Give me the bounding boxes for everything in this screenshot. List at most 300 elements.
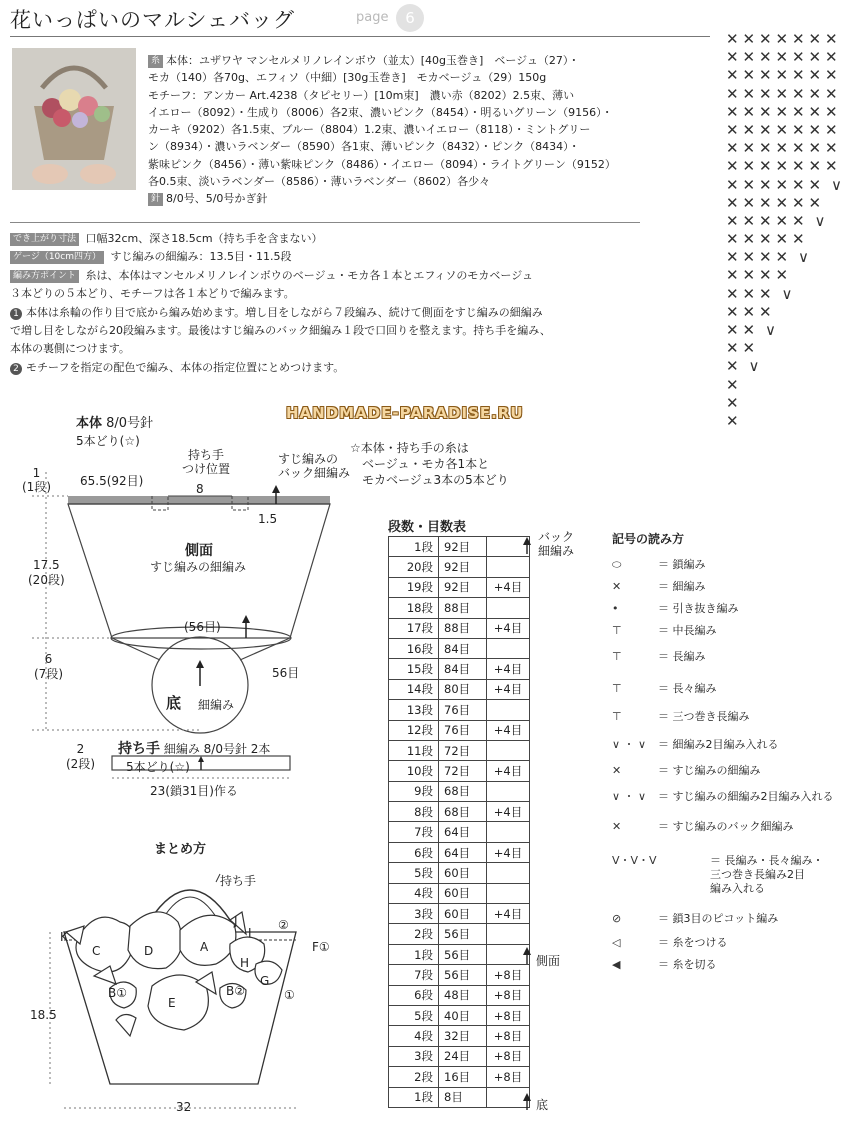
bottom-label: 底	[166, 694, 182, 712]
single-crochet-mark: ✕	[825, 120, 838, 139]
stitch-cell: 64目	[439, 822, 487, 842]
single-crochet-mark: ✕	[808, 84, 822, 103]
count-row	[389, 557, 530, 577]
range-arrows	[520, 536, 534, 1116]
handle-pos-line: つけ位置	[182, 462, 231, 476]
back-stitch-line: バック細編み	[278, 466, 351, 480]
single-crochet-mark: ✕	[775, 30, 789, 48]
dim-value: 17.5	[32, 558, 60, 572]
single-crochet-mark: ✕	[726, 248, 739, 267]
symbol-row	[612, 910, 778, 926]
single-crochet-mark: ✕	[759, 48, 772, 67]
row-cell: 3段	[389, 1046, 439, 1066]
stitch-cell: 32目	[439, 1026, 487, 1046]
handle-spec: 細編み 8/0号針 2本	[163, 742, 271, 756]
motif-b2: B②	[226, 984, 245, 998]
symbol-row	[612, 680, 717, 696]
row-cell: 2段	[389, 924, 439, 944]
stitch-symbol-icon: ∨ ・ ∨	[612, 738, 647, 751]
dim-rows: (7段)	[34, 667, 63, 681]
single-crochet-mark: ✕	[759, 30, 772, 48]
dim-17-5	[28, 558, 65, 588]
single-crochet-mark: ✕	[726, 357, 739, 376]
single-crochet-mark: ✕	[775, 48, 789, 67]
count-row	[389, 1026, 530, 1046]
single-crochet-mark: ✕	[775, 102, 789, 121]
chart-row	[726, 357, 850, 375]
marker-1: ①	[284, 988, 295, 1002]
motif-c: C	[92, 944, 101, 958]
stitch-cell: 60目	[439, 863, 487, 883]
row-cell: 12段	[389, 720, 439, 740]
single-crochet-mark: ✕	[792, 66, 805, 85]
dim-1-5: 1.5	[258, 512, 278, 526]
row-cell: 3段	[389, 904, 439, 924]
single-crochet-mark: ✕	[759, 84, 772, 103]
symbol-meaning: ＝ すじ編みの細編み2目編み入れる	[658, 790, 834, 803]
stitch-cell: 60目	[439, 883, 487, 903]
row-cell: 4段	[389, 883, 439, 903]
needle-tag: 針	[148, 193, 163, 206]
motif-b1: B①	[108, 986, 127, 1000]
single-crochet-mark: ✕	[759, 248, 772, 267]
assembly-width: 32	[176, 1100, 192, 1114]
single-crochet-mark: ✕	[742, 157, 756, 176]
chart-row	[726, 157, 850, 175]
count-row	[389, 863, 530, 883]
dim-value: 2	[76, 742, 85, 756]
chart-row	[726, 339, 850, 357]
motif-a: A	[200, 940, 209, 954]
handle-strands: 5本どり(☆)	[126, 760, 190, 774]
single-crochet-mark: ✕	[726, 48, 739, 67]
single-crochet-mark: ✕	[808, 193, 822, 212]
single-crochet-mark: ✕	[726, 284, 739, 303]
single-crochet-mark: ✕	[825, 30, 838, 48]
stitch-cell: 56目	[439, 924, 487, 944]
materials-line: 紫味ピンク（8456）・薄い紫味ピンク（8486）・イエロー（8094）・ライトグリーン（9152）	[148, 157, 616, 171]
step1-text: 本体の裏側につけます。	[10, 342, 130, 356]
single-crochet-mark: ✕	[775, 211, 789, 230]
side-label: 側面	[185, 543, 213, 559]
single-crochet-mark: ✕	[742, 30, 756, 48]
increase-cell: +4目	[487, 618, 530, 638]
single-crochet-mark: ✕	[742, 84, 756, 103]
row-cell: 15段	[389, 659, 439, 679]
yarn-note-line: モカベージュ3本の5本どり	[362, 473, 509, 487]
chart-row	[726, 394, 850, 412]
motif-g: G	[260, 974, 270, 988]
section-divider	[10, 222, 640, 223]
stitch-symbol-icon: ⊤	[612, 650, 622, 663]
single-crochet-mark: ✕	[792, 157, 805, 176]
single-crochet-mark: ✕	[726, 375, 739, 394]
count-row	[389, 924, 530, 944]
chart-row	[726, 139, 850, 157]
row-cell: 19段	[389, 577, 439, 597]
single-crochet-mark: ✕	[742, 193, 756, 212]
count-table-title: 段数・目数表	[388, 520, 467, 535]
stitch-symbol-icon: ✕	[612, 580, 622, 593]
chart-row	[726, 321, 850, 339]
materials-line: イエロー（8092）・生成り（8006）各2束、濃いピンク（8454）・明るいグリーン（9156）・	[148, 105, 613, 119]
row-cell: 18段	[389, 598, 439, 618]
single-crochet-mark: ✕	[742, 321, 756, 339]
single-crochet-mark: ✕	[726, 230, 739, 249]
point-text: 糸は、本体はマンセルメリノレインボウのベージュ・モカ各１本とエフィソのモカベージュ	[85, 268, 533, 282]
single-crochet-mark: ✕	[759, 139, 772, 158]
row-cell: 1段	[389, 537, 439, 557]
yarn-note-line: ベージュ・モカ各1本と	[362, 457, 490, 471]
single-crochet-mark: ✕	[775, 193, 789, 212]
chart-row	[726, 266, 850, 284]
single-crochet-mark: ✕	[726, 266, 739, 285]
single-crochet-mark: ✕	[759, 120, 772, 139]
motif-i: I	[248, 926, 252, 940]
size-tag: でき上がり寸法	[10, 233, 79, 246]
bottom-count: 56目	[272, 666, 300, 680]
row-cell: 4段	[389, 1026, 439, 1046]
count-row	[389, 1005, 530, 1025]
single-crochet-mark: ✕	[726, 339, 739, 358]
count-row	[389, 1087, 530, 1107]
chart-row	[726, 194, 850, 212]
symbol-row	[612, 762, 761, 778]
stitch-cell: 72目	[439, 761, 487, 781]
increase-cell: +8目	[487, 1026, 530, 1046]
single-crochet-mark: ✕	[808, 157, 822, 176]
stitch-cell: 92目	[439, 557, 487, 577]
chart-row	[726, 412, 850, 430]
symbol-row	[612, 708, 750, 724]
yarn-tag: 糸	[148, 55, 163, 68]
stitch-cell: 68目	[439, 802, 487, 822]
single-crochet-mark: ✕	[726, 411, 739, 430]
single-crochet-mark: ✕	[742, 211, 756, 230]
row-cell: 5段	[389, 863, 439, 883]
symbol-meaning: ＝ 長々編み	[658, 682, 717, 695]
symbol-meaning: ＝ 鎖3目のピコット編み	[658, 912, 779, 925]
count-row	[389, 679, 530, 699]
point-tag: 編み方ポイント	[10, 270, 79, 283]
dim-value: 6	[44, 652, 53, 666]
single-crochet-mark: ✕	[825, 102, 838, 121]
increase-mark: ∨	[798, 248, 809, 267]
chart-row	[726, 303, 850, 321]
stitch-cell: 88目	[439, 618, 487, 638]
stitch-cell: 92目	[439, 537, 487, 557]
row-cell: 11段	[389, 740, 439, 760]
single-crochet-mark: ✕	[742, 139, 756, 158]
count-row	[389, 965, 530, 985]
row-cell: 2段	[389, 1067, 439, 1087]
single-crochet-mark: ✕	[775, 175, 789, 194]
single-crochet-mark: ✕	[742, 284, 756, 303]
stitch-cell: 56目	[439, 965, 487, 985]
increase-cell: +4目	[487, 577, 530, 597]
increase-cell: +4目	[487, 842, 530, 862]
stitch-cell: 72目	[439, 740, 487, 760]
stitch-cell: 60目	[439, 904, 487, 924]
single-crochet-mark: ✕	[759, 66, 772, 85]
symbol-meaning: ＝ すじ編みの細編み	[658, 764, 761, 777]
chart-row	[726, 376, 850, 394]
row-cell: 13段	[389, 700, 439, 720]
increase-cell: +4目	[487, 802, 530, 822]
dim-rows: (20段)	[28, 573, 65, 587]
increase-cell: +4目	[487, 679, 530, 699]
row-cell: 1段	[389, 1087, 439, 1107]
row-cell: 7段	[389, 965, 439, 985]
increase-cell: +4目	[487, 659, 530, 679]
increase-cell: +4目	[487, 720, 530, 740]
dim-6	[34, 652, 63, 682]
stitch-cell: 68目	[439, 781, 487, 801]
dim-rows: (1段)	[22, 480, 51, 494]
increase-cell: +4目	[487, 761, 530, 781]
stitch-cell: 56目	[439, 944, 487, 964]
count-row	[389, 1046, 530, 1066]
chart-row	[726, 121, 850, 139]
single-crochet-mark: ✕	[792, 139, 805, 158]
count-table	[388, 536, 530, 1108]
single-crochet-mark: ✕	[775, 230, 789, 249]
increase-mark: ∨	[748, 357, 760, 376]
row-cell: 1段	[389, 944, 439, 964]
body-strands: 5本どり(☆)	[76, 434, 140, 448]
single-crochet-mark: ✕	[825, 84, 838, 103]
count-row	[389, 904, 530, 924]
single-crochet-mark: ✕	[792, 175, 805, 194]
single-crochet-mark: ✕	[825, 48, 838, 67]
symbol-meaning: ＝ 長編み・長々編み・	[710, 854, 824, 867]
single-crochet-mark: ✕	[742, 102, 756, 121]
increase-mark: ∨	[765, 321, 776, 339]
assembly-handle-label: 持ち手	[220, 874, 257, 888]
single-crochet-mark: ✕	[792, 193, 805, 212]
single-crochet-mark: ✕	[775, 266, 789, 285]
dim-2	[66, 742, 95, 772]
page-title: 花いっぱいのマルシェバッグ	[10, 8, 296, 32]
single-crochet-mark: ✕	[775, 120, 789, 139]
symbol-row	[612, 648, 706, 664]
stitch-cell: 80目	[439, 679, 487, 699]
symbol-row	[612, 556, 706, 572]
stitch-cell: 16目	[439, 1067, 487, 1087]
stitch-cell: 48目	[439, 985, 487, 1005]
row-cell: 5段	[389, 1005, 439, 1025]
single-crochet-mark: ✕	[742, 120, 756, 139]
count-row	[389, 781, 530, 801]
materials-line: モチーフ：アンカー Art.4238（タピセリー）[10m束] 濃い赤（8202）2.5束、薄い	[148, 88, 575, 102]
watermark: HANDMADE-PARADISE.RU	[286, 404, 524, 422]
count-row	[389, 700, 530, 720]
count-row	[389, 842, 530, 862]
stitch-cell: 76目	[439, 700, 487, 720]
materials-line: ン（8934）・濃いラベンダー（8590）各1束、薄いピンク（8432）・ピンク（8434）・	[148, 140, 580, 154]
single-crochet-mark: ✕	[742, 48, 756, 67]
instructions-block	[10, 230, 650, 377]
stitch-symbol-icon: ⊤	[612, 682, 622, 695]
single-crochet-mark: ✕	[742, 66, 756, 85]
step-number-2: 2	[10, 363, 22, 375]
single-crochet-mark: ✕	[759, 302, 772, 321]
count-row	[389, 618, 530, 638]
materials-line: モカ（140）各70g、エフィソ（中細）[30g玉巻き] モカベージュ（29）150g	[148, 71, 547, 85]
count-row	[389, 720, 530, 740]
symbol-meaning: 編み入れる	[710, 882, 765, 895]
single-crochet-mark: ✕	[792, 84, 805, 103]
single-crochet-mark: ✕	[726, 102, 739, 121]
single-crochet-mark: ✕	[726, 393, 739, 412]
stitch-symbol-icon: ⊘	[612, 912, 622, 925]
increase-mark: ∨	[781, 284, 793, 303]
single-crochet-mark: ✕	[759, 266, 772, 285]
increase-cell: +4目	[487, 904, 530, 924]
back-label-line: 細編み	[538, 544, 575, 558]
stitch-cell: 40目	[439, 1005, 487, 1025]
mid-count: (56目)	[184, 620, 221, 634]
dim-rows: (2段)	[66, 757, 95, 771]
stitch-symbol-icon: ∨ ・ ∨	[612, 790, 647, 803]
stitch-symbol-icon: ✕	[612, 820, 622, 833]
increase-cell: +8目	[487, 965, 530, 985]
chart-row	[726, 285, 850, 303]
increase-mark: ∨	[814, 211, 826, 230]
chart-row	[726, 66, 850, 84]
count-row	[389, 537, 530, 557]
single-crochet-mark: ✕	[792, 48, 805, 67]
symbol-meaning: ＝ 鎖編み	[658, 558, 706, 571]
single-crochet-mark: ✕	[726, 84, 739, 103]
body-title: 本体	[76, 416, 103, 431]
single-crochet-mark: ✕	[726, 30, 739, 48]
stitch-cell: 88目	[439, 598, 487, 618]
single-crochet-mark: ✕	[726, 139, 739, 158]
stitch-symbol-icon: ⬭	[612, 558, 622, 571]
bag-photo	[12, 48, 136, 190]
stitch-cell: 8目	[439, 1087, 487, 1107]
chart-row	[726, 48, 850, 66]
single-crochet-mark: ✕	[742, 302, 756, 321]
handle-pos-line: 持ち手	[188, 448, 225, 462]
row-cell: 16段	[389, 638, 439, 658]
single-crochet-mark: ✕	[759, 193, 772, 212]
single-crochet-mark: ✕	[759, 284, 772, 303]
step-number-1: 1	[10, 308, 22, 320]
count-row	[389, 883, 530, 903]
increase-cell: +8目	[487, 1046, 530, 1066]
increase-cell: +8目	[487, 985, 530, 1005]
chart-row	[726, 103, 850, 121]
symbol-meaning: ＝ 細編み2目編み入れる	[658, 738, 779, 751]
page-label: page	[356, 10, 389, 25]
marker-2: ②	[278, 918, 289, 932]
symbol-row	[612, 956, 717, 972]
symbol-row	[612, 934, 728, 950]
body-needle: 8/0号針	[106, 416, 154, 431]
single-crochet-mark: ✕	[742, 175, 756, 194]
single-crochet-mark: ✕	[726, 120, 739, 139]
single-crochet-mark: ✕	[825, 157, 838, 176]
step1-text: で増し目をしながら20段編みます。最後はすじ編みのバック細編み１段で口回りを整えます。持ち手を編み、	[10, 324, 551, 338]
stitch-cell: 84目	[439, 638, 487, 658]
chart-row	[726, 30, 850, 48]
single-crochet-mark: ✕	[825, 66, 838, 85]
dim-8: 8	[196, 482, 204, 496]
chart-row	[726, 212, 850, 230]
increase-mark: ∨	[831, 175, 842, 194]
materials-line: カーキ（9202）各1.5束、ブルー（8804）1.2束、濃いイエロー（8118）・ミントグリー	[148, 123, 591, 137]
yarn-note-line: ☆本体・持ち手の糸は	[350, 441, 469, 455]
assembly-title: まとめ方	[154, 842, 207, 857]
symbol-meaning: ＝ 三つ巻き長編み	[658, 710, 750, 723]
row-cell: 7段	[389, 822, 439, 842]
single-crochet-mark: ✕	[726, 175, 739, 194]
symbol-row	[612, 818, 794, 834]
row-cell: 10段	[389, 761, 439, 781]
increase-cell: +8目	[487, 1005, 530, 1025]
stitch-cell: 64目	[439, 842, 487, 862]
stitch-cell: 76目	[439, 720, 487, 740]
single-crochet-mark: ✕	[742, 230, 756, 249]
stitch-chart	[726, 30, 850, 430]
count-row	[389, 577, 530, 597]
row-cell: 20段	[389, 557, 439, 577]
single-crochet-mark: ✕	[759, 211, 772, 230]
single-crochet-mark: ✕	[742, 266, 756, 285]
handle-chain: 23(鎖31目)作る	[150, 784, 238, 798]
page-number-badge: 6	[396, 4, 424, 32]
stitch-symbol-icon: ⊤	[612, 624, 622, 637]
dim-top: 65.5(92目)	[80, 474, 144, 488]
single-crochet-mark: ✕	[726, 302, 739, 321]
single-crochet-mark: ✕	[808, 175, 822, 194]
materials-line: 各0.5束、淡いラベンダー（8586）・薄いラベンダー（8602）各少々	[148, 175, 491, 189]
single-crochet-mark: ✕	[808, 30, 822, 48]
symbol-meaning: ＝ 糸を切る	[658, 958, 717, 971]
count-row	[389, 659, 530, 679]
stitch-symbol-icon: ◀	[612, 958, 621, 971]
single-crochet-mark: ✕	[742, 339, 756, 358]
single-crochet-mark: ✕	[775, 157, 789, 176]
row-cell: 17段	[389, 618, 439, 638]
step1-text: 本体は糸輪の作り目で底から編み始めます。増し目をしながら７段編み、続けて側面をすじ編みの細編み	[26, 305, 543, 319]
body-diagram-title	[76, 412, 153, 431]
count-row	[389, 802, 530, 822]
symbol-row	[612, 600, 739, 616]
back-stitch-line: すじ編みの	[278, 452, 339, 466]
single-crochet-mark: ✕	[808, 139, 822, 158]
side-range-label: 側面	[536, 954, 561, 968]
single-crochet-mark: ✕	[775, 84, 789, 103]
symbol-row	[612, 578, 706, 594]
motif-f: F①	[312, 940, 330, 954]
symbol-meaning: ＝ すじ編みのバック細編み	[658, 820, 794, 833]
gauge-text: すじ編みの細編み：13.5目・11.5段	[110, 250, 292, 264]
single-crochet-mark: ✕	[792, 230, 805, 249]
bottom-stitch: 細編み	[198, 698, 235, 712]
symbol-row	[612, 622, 717, 638]
motif-e: E	[168, 996, 176, 1010]
symbol-row	[612, 736, 779, 752]
motif-k: K	[60, 930, 68, 944]
row-cell: 9段	[389, 781, 439, 801]
motif-h: H	[240, 956, 250, 970]
symbol-meaning: ＝ 引き抜き編み	[658, 602, 739, 615]
row-cell: 14段	[389, 679, 439, 699]
single-crochet-mark: ✕	[726, 193, 739, 212]
